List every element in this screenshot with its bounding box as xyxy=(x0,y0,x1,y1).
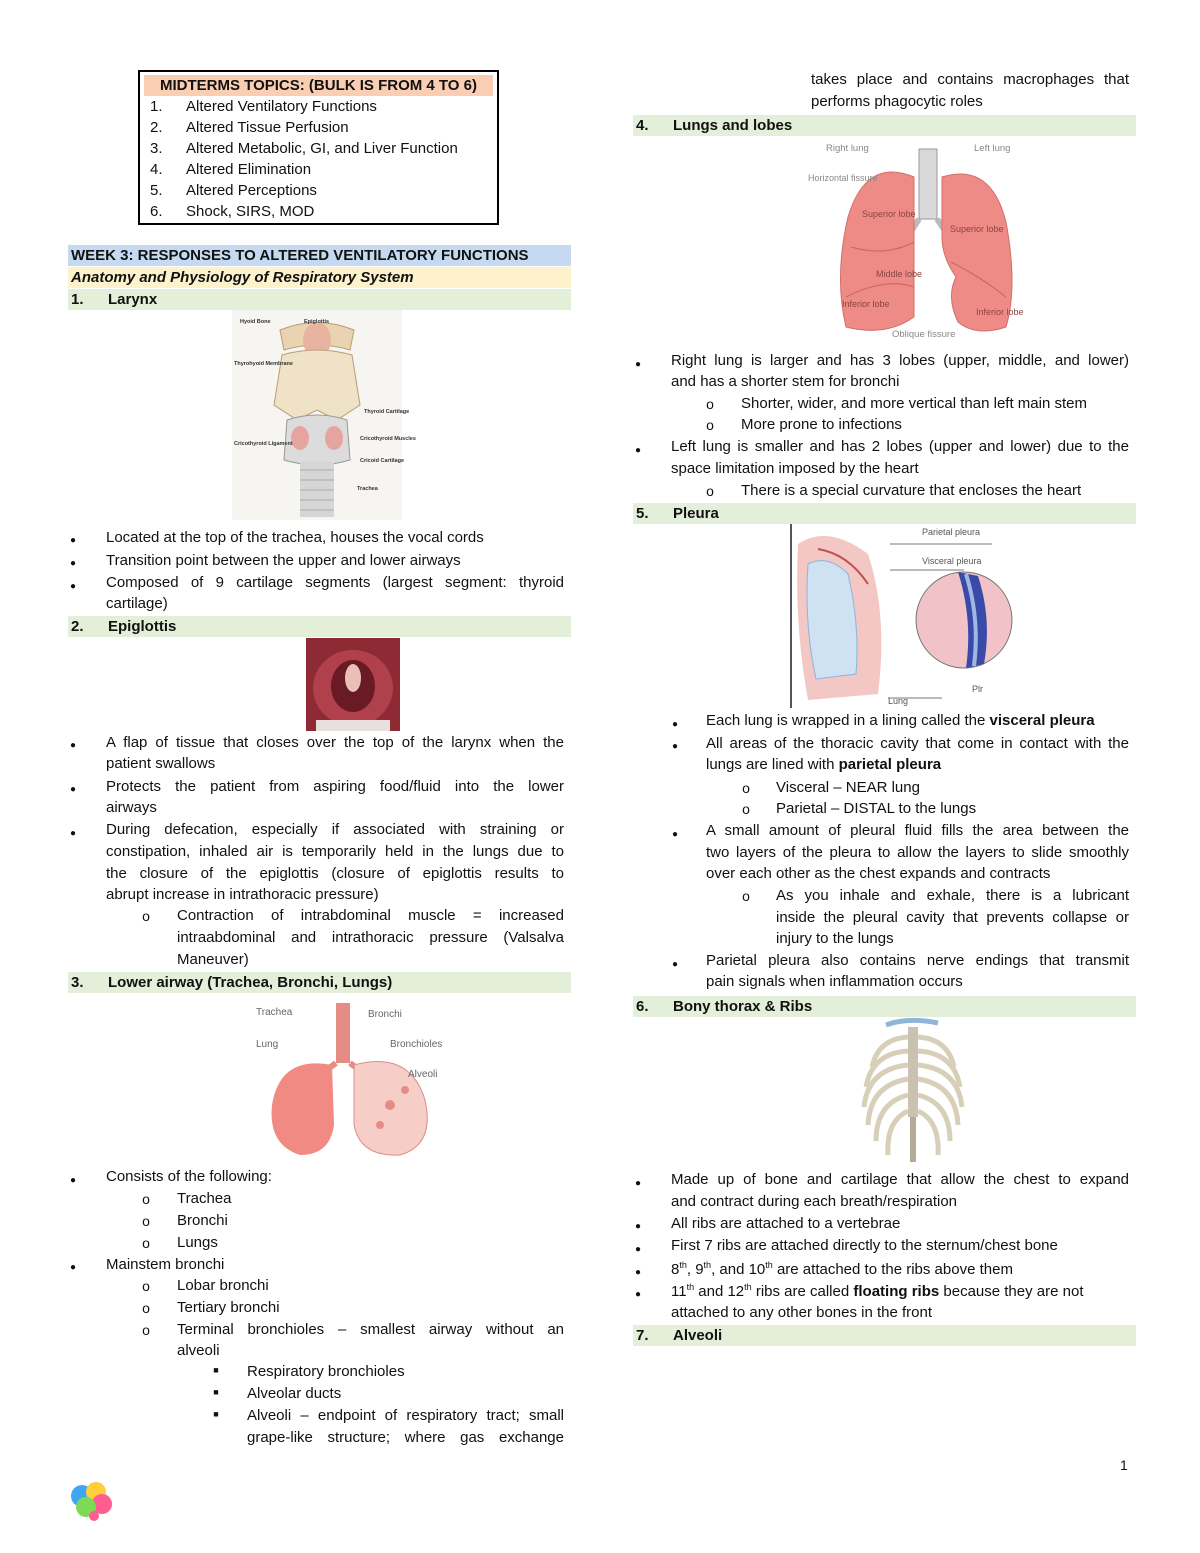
page-number: 1 xyxy=(1120,1457,1128,1473)
lobes-label: Superior lobe xyxy=(950,224,1004,234)
lobes-label: Inferior lobe xyxy=(842,299,890,309)
pleura-label: Visceral pleura xyxy=(922,556,982,566)
topic-item: 4. Altered Elimination xyxy=(150,161,312,178)
topic-item: 3. Altered Metabolic, GI, and Liver Function xyxy=(150,140,458,157)
section-heading-epiglottis: 2. Epiglottis xyxy=(68,616,571,637)
section-heading-lower-airway: 3. Lower airway (Trachea, Bronchi, Lungs) xyxy=(68,972,571,993)
lower-label: Bronchioles xyxy=(390,1039,443,1050)
section-heading-bony-thorax: 6. Bony thorax & Ribs xyxy=(633,996,1136,1017)
lungs-lobes-figure xyxy=(806,137,1026,342)
pleura-label: Plr xyxy=(972,684,983,694)
topic-item: 5. Altered Perceptions xyxy=(150,182,317,199)
topic-item: 1. Altered Ventilatory Functions xyxy=(150,98,377,115)
lobes-label: Middle lobe xyxy=(876,269,923,279)
midterm-topics-box xyxy=(138,70,499,225)
larynx-label: Trachea xyxy=(357,486,378,492)
lower-label: Bronchi xyxy=(368,1009,402,1020)
section-heading-alveoli: 7. Alveoli xyxy=(633,1325,1136,1346)
larynx-label: Epiglottis xyxy=(304,319,330,325)
lobes-label: Right lung xyxy=(826,143,869,154)
larynx-label: Thyroid Cartilage xyxy=(364,409,410,415)
lobes-label: Superior lobe xyxy=(862,209,916,219)
larynx-label: Cricothyroid Ligament xyxy=(234,441,293,447)
pleura-label: Lung xyxy=(888,696,909,706)
rib-cage-figure xyxy=(858,1017,970,1167)
lobes-label: Left lung xyxy=(974,143,1011,154)
larynx-label: Cricoid Cartilage xyxy=(360,458,405,464)
section-heading-lungs-lobes: 4. Lungs and lobes xyxy=(633,115,1136,136)
lower-label: Lung xyxy=(256,1039,279,1050)
section-heading-larynx: 1. Larynx xyxy=(68,289,571,310)
section-subtitle: Anatomy and Physiology of Respiratory System xyxy=(68,267,571,288)
lobes-label: Horizontal fissure xyxy=(808,173,878,183)
brain-logo-icon xyxy=(68,1480,114,1522)
lower-label: Alveoli xyxy=(408,1069,438,1080)
lobes-label: Inferior lobe xyxy=(976,307,1024,317)
lobes-label: Oblique fissure xyxy=(892,329,956,340)
larynx-figure xyxy=(232,310,416,520)
pleura-figure xyxy=(788,524,1008,708)
topic-item: 6. Shock, SIRS, MOD xyxy=(150,203,315,220)
larynx-label: Cricothyroid Muscles xyxy=(360,436,416,442)
pleura-label: Parietal pleura xyxy=(922,527,981,537)
topics-heading: MIDTERMS TOPICS: (BULK IS FROM 4 TO 6) xyxy=(144,75,493,96)
larynx-label: Hyoid Bone xyxy=(240,319,271,325)
lower-airway-figure xyxy=(250,995,450,1165)
epiglottis-photo xyxy=(306,638,400,731)
lower-label: Trachea xyxy=(256,1007,293,1018)
week-title: WEEK 3: RESPONSES TO ALTERED VENTILATORY FUNCTIONS xyxy=(68,245,571,266)
topic-item: 2. Altered Tissue Perfusion xyxy=(150,119,349,136)
larynx-label: Thyrohyoid Membrane xyxy=(234,361,293,367)
section-heading-pleura: 5. Pleura xyxy=(633,503,1136,524)
